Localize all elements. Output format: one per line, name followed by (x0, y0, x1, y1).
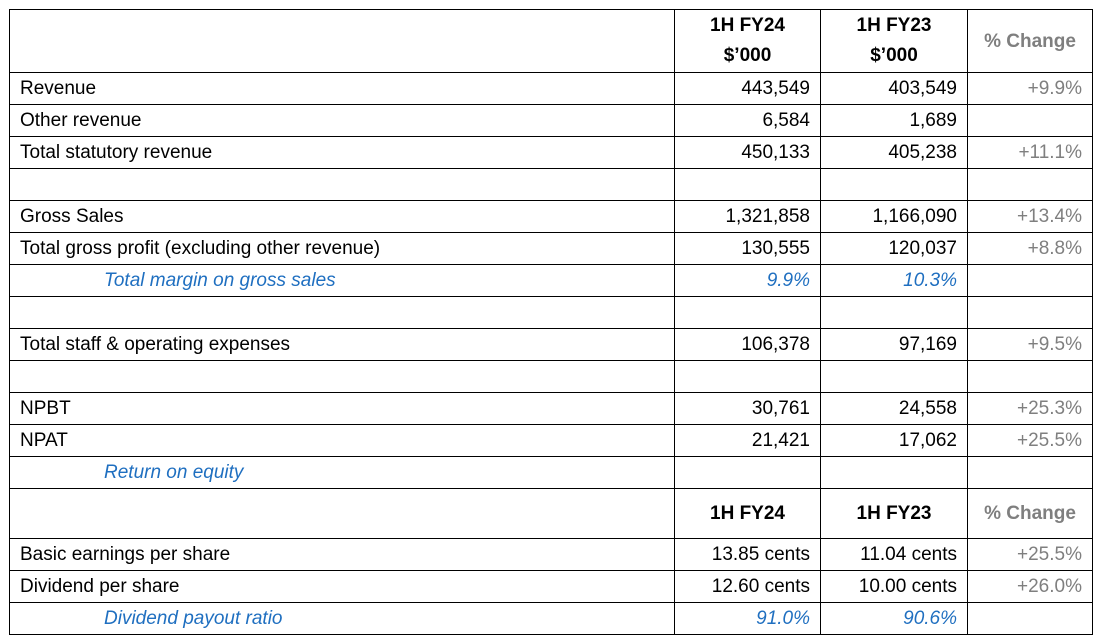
row-value-fy24 (675, 361, 821, 393)
table-row-total-margin (10, 265, 1093, 297)
table-row-npbt (10, 393, 1093, 425)
row-value-fy23: 10.3% (821, 265, 968, 297)
row-value-fy24: 6,584 (675, 105, 821, 137)
row-label (10, 361, 675, 393)
table-row-other-revenue (10, 105, 1093, 137)
header-percent-change: % Change (968, 10, 1093, 73)
header2-percent-change: % Change (968, 489, 1093, 539)
header-label-cell (10, 489, 675, 539)
row-label: Total statutory revenue (10, 137, 675, 169)
row-change (968, 265, 1093, 297)
row-value-fy23: 10.00 cents (821, 571, 968, 603)
header-1h-fy23-unit: $’000 (870, 45, 918, 66)
row-value-fy24: 30,761 (675, 393, 821, 425)
row-value-fy24 (675, 297, 821, 329)
row-change: +26.0% (968, 571, 1093, 603)
row-label: Dividend per share (10, 571, 675, 603)
row-label: Other revenue (10, 105, 675, 137)
row-value-fy24: 1,321,858 (675, 201, 821, 233)
row-label (10, 169, 675, 201)
table-row-gross-sales (10, 201, 1093, 233)
row-change (968, 361, 1093, 393)
row-value-fy24: 450,133 (675, 137, 821, 169)
row-change (968, 603, 1093, 635)
row-value-fy24: 91.0% (675, 603, 821, 635)
table-row-dividend-per-share (10, 571, 1093, 603)
row-change (968, 457, 1093, 489)
row-change: +25.3% (968, 393, 1093, 425)
row-change: +9.9% (968, 73, 1093, 105)
row-value-fy23: 405,238 (821, 137, 968, 169)
table-row-total-statutory-revenue (10, 137, 1093, 169)
row-change: +25.5% (968, 539, 1093, 571)
header-row (10, 10, 1093, 73)
row-label: Total gross profit (excluding other revenue) (10, 233, 675, 265)
table-row-spacer (10, 169, 1093, 201)
row-value-fy24: 13.85 cents (675, 539, 821, 571)
header-row-per-share (10, 489, 1093, 539)
row-value-fy24: 130,555 (675, 233, 821, 265)
header-1h-fy24-period: 1H FY24 (710, 15, 785, 36)
row-value-fy24: 443,549 (675, 73, 821, 105)
row-value-fy23: 24,558 (821, 393, 968, 425)
row-value-fy23 (821, 457, 968, 489)
header2-1h-fy24: 1H FY24 (675, 489, 821, 539)
row-value-fy23: 90.6% (821, 603, 968, 635)
row-value-fy23: 11.04 cents (821, 539, 968, 571)
table-row-return-on-equity (10, 457, 1093, 489)
row-label: Revenue (10, 73, 675, 105)
table-row-npat (10, 425, 1093, 457)
header2-1h-fy23: 1H FY23 (821, 489, 968, 539)
row-value-fy23: 403,549 (821, 73, 968, 105)
row-value-fy24: 106,378 (675, 329, 821, 361)
table-row-basic-eps (10, 539, 1093, 571)
table-row-staff-operating-expenses (10, 329, 1093, 361)
row-value-fy23 (821, 169, 968, 201)
row-change (968, 169, 1093, 201)
row-label (10, 297, 675, 329)
header-1h-fy23 (821, 10, 968, 73)
row-label: Gross Sales (10, 201, 675, 233)
row-label: Basic earnings per share (10, 539, 675, 571)
row-value-fy24: 21,421 (675, 425, 821, 457)
financial-summary-table (9, 9, 1093, 635)
row-change: +13.4% (968, 201, 1093, 233)
table-row-spacer (10, 361, 1093, 393)
row-value-fy23 (821, 361, 968, 393)
header-1h-fy23-period: 1H FY23 (856, 15, 932, 36)
header-1h-fy24 (675, 10, 821, 73)
row-change (968, 105, 1093, 137)
table-row-dividend-payout-ratio (10, 603, 1093, 635)
row-change: +8.8% (968, 233, 1093, 265)
row-value-fy23: 17,062 (821, 425, 968, 457)
row-value-fy23 (821, 297, 968, 329)
row-value-fy23: 97,169 (821, 329, 968, 361)
row-change: +9.5% (968, 329, 1093, 361)
table-row-revenue (10, 73, 1093, 105)
row-label: NPBT (10, 393, 675, 425)
row-change (968, 297, 1093, 329)
row-value-fy24: 9.9% (675, 265, 821, 297)
row-label: NPAT (10, 425, 675, 457)
row-change: +11.1% (968, 137, 1093, 169)
row-value-fy23: 1,689 (821, 105, 968, 137)
row-change: +25.5% (968, 425, 1093, 457)
row-value-fy24: 12.60 cents (675, 571, 821, 603)
row-label: Total staff & operating expenses (10, 329, 675, 361)
header-label-cell (10, 10, 675, 73)
row-value-fy24 (675, 457, 821, 489)
row-label: Total margin on gross sales (10, 265, 675, 297)
row-label: Dividend payout ratio (10, 603, 675, 635)
table-row-total-gross-profit (10, 233, 1093, 265)
row-value-fy23: 120,037 (821, 233, 968, 265)
row-value-fy24 (675, 169, 821, 201)
table-row-spacer (10, 297, 1093, 329)
row-label: Return on equity (10, 457, 675, 489)
row-value-fy23: 1,166,090 (821, 201, 968, 233)
header-1h-fy24-unit: $’000 (723, 45, 772, 66)
